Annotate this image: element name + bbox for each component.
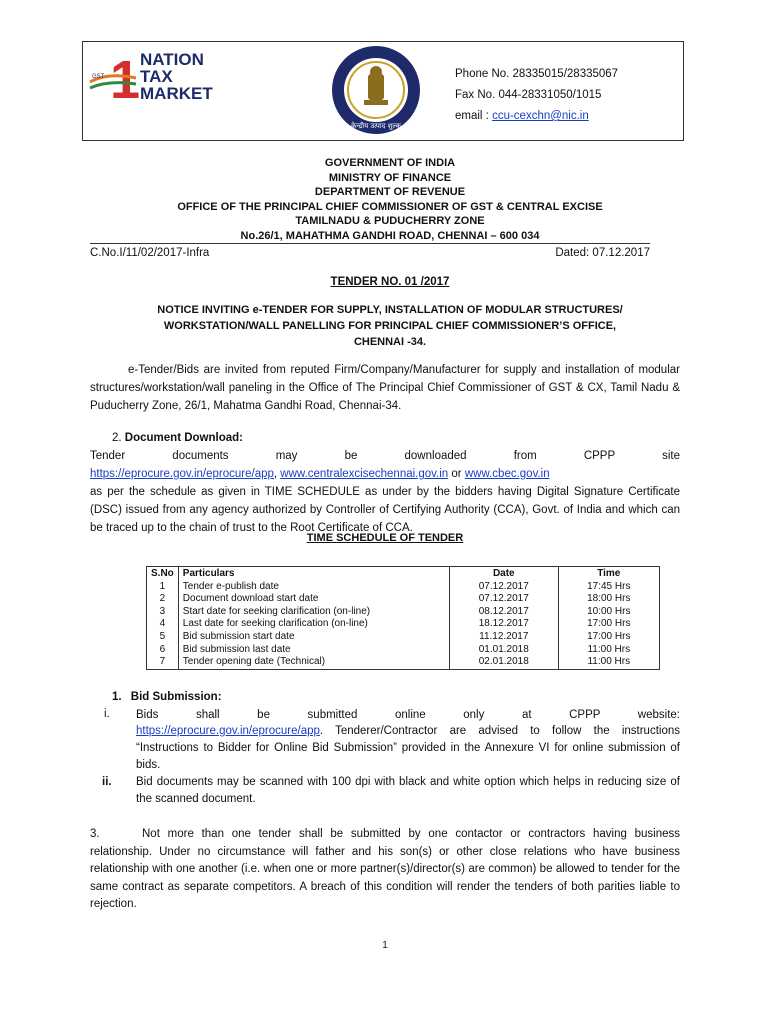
fax-number: Fax No. 044-28331050/1015 [455, 89, 602, 101]
item-i-line-1: Bids shall be submitted online only at CPPP website: [136, 709, 680, 721]
bid-submission-heading [112, 689, 222, 706]
reference-number: C.No.I/11/02/2017-Infra [90, 247, 210, 259]
office-line-3: DEPARTMENT OF REVENUE [314, 186, 466, 198]
office-line-1: GOVERNMENT OF INDIA [324, 157, 456, 169]
doc-download-title: Document Download: [124, 432, 243, 444]
doc-download-line-1: Tender documents may be downloaded from CPPP site [90, 450, 680, 462]
cell-sno: 7 [147, 656, 179, 669]
central-excise-link[interactable]: www.centralexcisechennai.gov.in [280, 468, 449, 480]
table-row [147, 581, 660, 594]
cell-time: 18:00 Hrs [558, 593, 659, 606]
table-row [147, 593, 660, 606]
doc-download-body: as per the schedule as given in TIME SCHEDULE as under by the bidders having Digital Signature Certificate (DSC) issued from any agency authorized by Controller of Certifying Authority (CCA), Govt. of India and which can be traced up to the chain of trust to the Root Certificate of CCA. [90, 486, 680, 534]
cell-date: 07.12.2017 [449, 581, 558, 594]
office-line-5: TAMILNADU & PUDUCHERRY ZONE [295, 215, 485, 227]
office-line-2: MINISTRY OF FINANCE [328, 171, 452, 184]
cell-sno: 3 [147, 606, 179, 619]
cell-particulars: Tender opening date (Technical) [178, 656, 449, 669]
cell-particulars: Start date for seeking clarification (on-line) [178, 606, 449, 619]
cell-time: 11:00 Hrs [558, 656, 659, 669]
item-i-text: . Tenderer/Contractor are advised to follow the instructions “Instructions to Bidder for Online Bid Submission” provided in the Annexure VI for online submission of bids. [136, 725, 680, 771]
department-emblem [330, 44, 422, 136]
notice-title [105, 302, 675, 350]
logo-badge: 1 [110, 50, 141, 106]
cell-time: 17:00 Hrs [558, 631, 659, 644]
bid-submission-number: 1. [112, 691, 122, 703]
cell-particulars: Document download start date [178, 593, 449, 606]
contact-block [455, 64, 618, 127]
header-time: Time [558, 567, 659, 581]
office-line-4: OFFICE OF THE PRINCIPAL CHIEF COMMISSIONER OF GST & CENTRAL EXCISE [177, 200, 603, 213]
schedule-title: TIME SCHEDULE OF TENDER [306, 532, 464, 544]
emblem-text: केन्द्रीय उत्पाद शुल्क [351, 122, 401, 130]
cell-sno: 5 [147, 631, 179, 644]
email-label: email : [455, 110, 493, 122]
item-ii-label: ii. [102, 776, 112, 788]
cell-particulars: Bid submission start date [178, 631, 449, 644]
schedule-header-row [147, 567, 660, 581]
email-link[interactable]: ccu-cexchn@nic.in [492, 110, 589, 122]
cell-sno: 4 [147, 618, 179, 631]
cppp-link[interactable]: https://eprocure.gov.in/eprocure/app [90, 468, 274, 480]
eprocure-link[interactable]: https://eprocure.gov.in/eprocure/app [136, 725, 320, 737]
item-ii-text: Bid documents may be scanned with 100 dpi with black and white option which helps in reducing size of the scanned document. [136, 776, 680, 805]
nation-tax-market-logo [88, 48, 258, 106]
cell-date: 11.12.2017 [449, 631, 558, 644]
link-separator-2: or [448, 468, 465, 480]
cell-time: 17:45 Hrs [558, 581, 659, 594]
logo-tag: GST [92, 74, 105, 80]
doc-download-heading [112, 429, 672, 447]
header-particulars: Particulars [178, 567, 449, 581]
bid-submission-title: Bid Submission: [130, 691, 222, 703]
table-row [147, 631, 660, 644]
email-row [455, 106, 618, 127]
cell-date: 02.01.2018 [449, 656, 558, 669]
intro-paragraph: e-Tender/Bids are invited from reputed Firm/Company/Manufacturer for supply and installation of modular structures/workstation/wall paneling in the Office of The Principal Chief Commissioner of GST & CX, Tamil Nadu & Puducherry Zone, 26/1, Mahatma Gandhi Road, Chennai-34. [90, 364, 680, 412]
doc-download-links [90, 465, 680, 483]
cell-sno: 1 [147, 581, 179, 594]
table-row [147, 656, 660, 669]
cell-date: 08.12.2017 [449, 606, 558, 619]
item-i-label: i. [104, 708, 110, 720]
cell-date: 18.12.2017 [449, 618, 558, 631]
cell-sno: 2 [147, 593, 179, 606]
phone-number: Phone No. 28335015/28335067 [455, 68, 619, 80]
notice-line-1: NOTICE INVITING e-TENDER FOR SUPPLY, INSTALLATION OF MODULAR STRUCTURES/ [157, 304, 623, 316]
table-row [147, 618, 660, 631]
logo-line-1: NATION [140, 50, 204, 69]
clause-3-text: Not more than one tender shall be submitted by one contactor or contractors having business relationship. Under no circumstance will father and his son(s) or other close relations who have business relationship with one another (i.e. when one or more partner(s)/director(s) are common) be allowed to tender for the same contract as separate competitors. A breach of this condition will render the tenders of both parities liable to rejection. [90, 828, 680, 910]
cell-particulars: Tender e-publish date [178, 581, 449, 594]
reference-date: Dated: 07.12.2017 [555, 247, 650, 259]
cell-time: 11:00 Hrs [558, 644, 659, 657]
cell-time: 10:00 Hrs [558, 606, 659, 619]
page-number: 1 [382, 940, 388, 951]
table-row [147, 606, 660, 619]
item-i-body [136, 723, 680, 774]
cell-time: 17:00 Hrs [558, 618, 659, 631]
notice-line-3: CHENNAI -34. [353, 336, 427, 348]
cell-particulars: Last date for seeking clarification (on-line) [178, 618, 449, 631]
cell-sno: 6 [147, 644, 179, 657]
notice-line-2: WORKSTATION/WALL PANELLING FOR PRINCIPAL CHIEF COMMISSIONER’S OFFICE, [163, 320, 617, 332]
office-heading [90, 156, 690, 243]
clause-3-number: 3. [90, 828, 100, 840]
office-line-6: No.26/1, MAHATHMA GANDHI ROAD, CHENNAI – 600 034 [240, 229, 540, 242]
reference-row [90, 243, 650, 259]
header-sno: S.No [147, 567, 179, 581]
logo-line-3: MARKET [140, 84, 213, 103]
cell-particulars: Bid submission last date [178, 644, 449, 657]
doc-download-number: 2. [112, 432, 122, 444]
header-date: Date [449, 567, 558, 581]
cell-date: 07.12.2017 [449, 593, 558, 606]
link-separator-1: , [273, 468, 281, 480]
logo-line-2: TAX [140, 67, 173, 86]
clause-3-paragraph [90, 826, 680, 914]
time-schedule-table [146, 566, 660, 670]
cell-date: 01.01.2018 [449, 644, 558, 657]
tender-number: TENDER NO. 01 /2017 [330, 276, 450, 288]
cbec-link[interactable]: www.cbec.gov.in [464, 468, 550, 480]
table-row [147, 644, 660, 657]
